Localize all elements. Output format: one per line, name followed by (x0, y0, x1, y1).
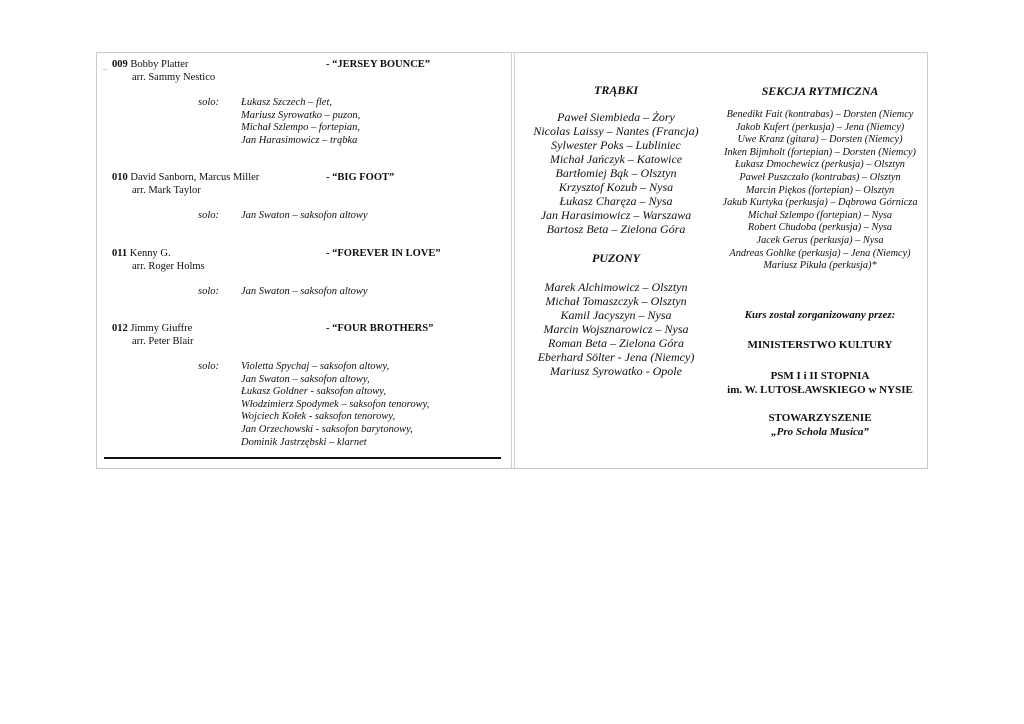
solo-label: solo: (198, 210, 219, 221)
soloist: Jan Orzechowski - saksofon barytonowy, (241, 423, 413, 435)
section-end-rule (104, 457, 501, 459)
section-sekcja-rytmiczna (714, 84, 926, 273)
solo-label: solo: (198, 361, 219, 372)
member: Michał Tomaszczyk – Olsztyn (545, 294, 687, 308)
section-heading: PUZONY (592, 251, 640, 265)
entry-number: 009 (112, 59, 128, 70)
entry-number: 011 (112, 248, 128, 259)
soloist: Łukasz Goldner - saksofon altowy, (241, 386, 386, 398)
organizer-association-line2: „Pro Schola Musica” (771, 426, 869, 438)
section-trabki (516, 83, 716, 236)
organizer-association-line1: STOWARZYSZENIE (768, 412, 872, 424)
entry-number: 012 (112, 323, 128, 334)
soloist: Jan Harasimowicz – trąbka (241, 134, 358, 146)
entry-arranger: arr. Peter Blair (132, 335, 194, 347)
soloist: Mariusz Syrowatko – puzon, (241, 109, 361, 121)
member: Mariusz Pikuła (perkusja)* (763, 260, 877, 272)
member: Benedikt Fait (kontrabas) – Dorsten (Niemcy (726, 109, 914, 120)
member: Roman Beta – Zielona Góra (548, 336, 684, 350)
member: Łukasz Dmochewicz (perkusja) – Olsztyn (735, 159, 905, 171)
member: Eberhard Sölter - Jena (Niemcy) (537, 350, 695, 364)
fold-mark: – (103, 64, 107, 73)
entry-title: - “FOUR BROTHERS” (326, 323, 434, 334)
member: Uwe Kranz (gitara) – Dorsten (Niemcy) (737, 134, 903, 146)
organizer-school-line1: PSM I i II STOPNIA (770, 370, 870, 382)
entry-title: - “FOREVER IN LOVE” (326, 248, 441, 259)
soloist: Jan Swaton – saksofon altowy (241, 286, 368, 297)
member: Sylwester Poks – Lubliniec (551, 138, 681, 152)
fold-divider (511, 52, 515, 469)
member: Michał Szlempo (fortepian) – Nysa (747, 209, 893, 221)
member: Marcin Piękos (fortepian) – Olsztyn (745, 184, 895, 196)
member: Jakob Kufert (perkusja) – Jena (Niemcy) (735, 121, 905, 133)
entry-composer: David Sanborn, Marcus Miller (130, 172, 260, 183)
soloist: Jan Swaton – saksofon altowy, (241, 373, 370, 385)
organizer-ministry: MINISTERSTWO KULTURY (747, 339, 893, 351)
member: Krzysztof Kozub – Nysa (558, 180, 674, 194)
organizer-school-line2: im. W. LUTOSŁAWSKIEGO w NYSIE (727, 384, 913, 396)
soloist: Wojciech Kołek - saksofon tenorowy, (241, 411, 396, 423)
program-entry-009 (112, 59, 472, 84)
entry-arranger: arr. Sammy Nestico (132, 71, 216, 83)
member: Nicolas Laissy – Nantes (Francja) (533, 124, 699, 138)
member: Robert Chudoba (perkusja) – Nysa (747, 222, 893, 234)
section-heading: TRĄBKI (593, 83, 638, 97)
section-puzony (516, 251, 716, 378)
member: Inken Bijmholt (fortepian) – Dorsten (Niemcy) (724, 146, 916, 158)
member: Mariusz Syrowatko - Opole (550, 364, 682, 378)
member: Michał Jańczyk – Katowice (549, 152, 683, 166)
program-entry-012 (112, 323, 472, 348)
program-entry-011 (112, 248, 472, 273)
member: Marek Alchimowicz – Olsztyn (544, 280, 688, 294)
soloist: Michał Szlempo – fortepian, (241, 122, 360, 134)
soloist: Violetta Spychaj – saksofon altowy, (241, 361, 390, 372)
member: Kamil Jacyszyn – Nysa (560, 308, 672, 322)
member: Jakub Kurtyka (perkusja) – Dąbrowa Górnicza (722, 197, 918, 209)
entry-arranger: arr. Mark Taylor (132, 184, 201, 196)
program-entry-010 (112, 172, 472, 197)
member: Andreas Gohlke (perkusja) – Jena (Niemcy) (729, 247, 911, 259)
soloist: Łukasz Szczech – flet, (241, 97, 332, 108)
member: Marcin Wojsznarowicz – Nysa (543, 322, 689, 336)
soloist: Włodzimierz Spodymek – saksofon tenorowy, (241, 398, 430, 410)
member: Bartosz Beta – Zielona Góra (546, 222, 686, 236)
member: Jan Harasimowicz – Warszawa (540, 208, 692, 222)
entry-title: - “JERSEY BOUNCE” (326, 59, 431, 70)
section-heading: SEKCJA RYTMICZNA (761, 84, 879, 98)
entry-composer: Kenny G. (129, 248, 171, 259)
entry-composer: Jimmy Giuffre (130, 323, 193, 334)
member: Łukasz Charęza – Nysa (559, 194, 673, 208)
entry-title: - “BIG FOOT” (326, 172, 395, 183)
member: Paweł Siembieda – Żory (557, 110, 675, 124)
member: Bartłomiej Bąk – Olsztyn (555, 166, 677, 180)
entry-arranger: arr. Roger Holms (132, 260, 205, 272)
organizers-intro: Kurs został zorganizowany przez: (744, 309, 896, 321)
soloist: Jan Swaton – saksofon altowy (241, 210, 368, 221)
entry-number: 010 (112, 172, 128, 183)
member: Paweł Puszczało (kontrabas) – Olsztyn (739, 171, 901, 183)
entry-composer: Bobby Platter (130, 59, 189, 70)
member: Jacek Gerus (perkusja) – Nysa (756, 234, 884, 246)
soloist: Dominik Jastrzębski – klarnet (241, 436, 367, 448)
solo-label: solo: (198, 286, 219, 297)
solo-label: solo: (198, 97, 219, 108)
